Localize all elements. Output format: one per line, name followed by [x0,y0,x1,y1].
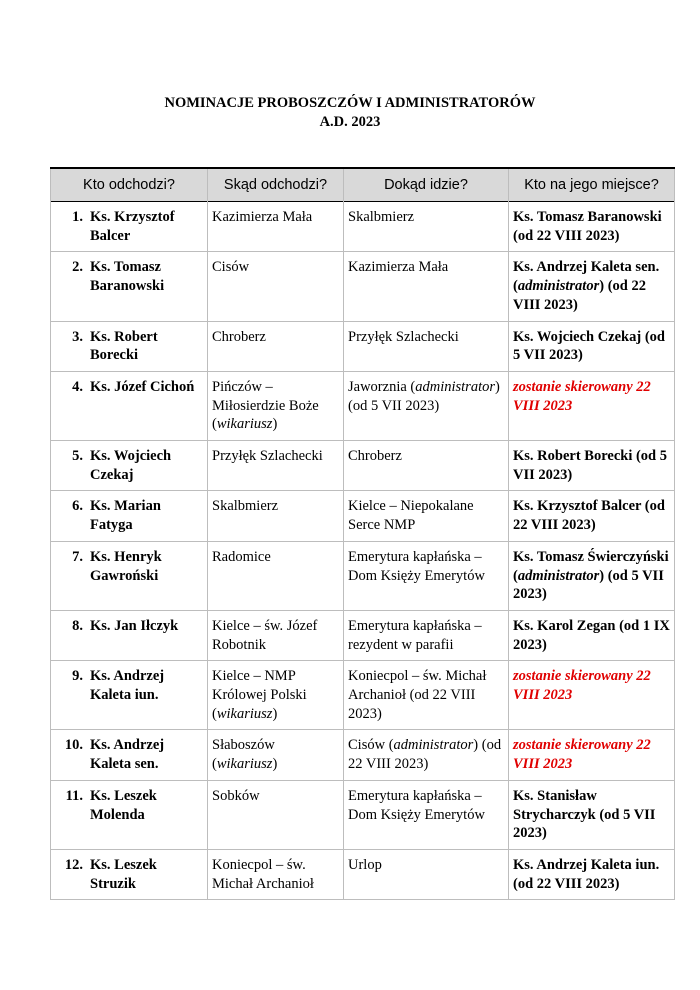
title-line-2: A.D. 2023 [319,114,381,130]
row-number: 9. [72,668,83,685]
cell-who-leaves [51,491,208,541]
cell-to-where: Przyłęk Szlachecki [344,321,509,371]
cell-replacement-pending: zostanie skierowany 22 VIII 2023 [509,730,675,780]
priest-name: Ks. Leszek Molenda [90,787,157,823]
row-number: 4. [72,378,83,395]
cell-replacement: Ks. Tomasz Świerczyński (administrator) (od 5 VII 2023) [509,541,675,610]
cell-from-where: Skalbmierz [208,491,344,541]
row-number: 7. [72,548,83,565]
cell-from-where: Sobków [208,780,344,849]
cell-replacement: Ks. Tomasz Baranowski (od 22 VIII 2023) [509,202,675,252]
priest-name: Ks. Marian Fatyga [90,498,161,534]
table-row [51,661,675,730]
priest-name: Ks. Robert Borecki [90,328,158,364]
cell-from-where: Kielce – św. Józef Robotnik [208,610,344,660]
table-row [51,371,675,440]
nominations-table [50,167,675,900]
priest-name: Ks. Jan Iłczyk [90,617,179,634]
cell-who-leaves [51,371,208,440]
table-row [51,849,675,899]
cell-who-leaves [51,541,208,610]
table-row [51,780,675,849]
priest-name: Ks. Tomasz Baranowski [90,259,165,295]
row-number: 5. [72,448,83,465]
table-row [51,491,675,541]
header-who-leaves: Kto odchodzi? [51,168,208,202]
cell-who-leaves [51,849,208,899]
cell-who-leaves [51,321,208,371]
priest-name: Ks. Andrzej Kaleta sen. [90,737,165,773]
table-header-row [51,168,675,202]
cell-to-where: Chroberz [344,441,509,491]
priest-name: Ks. Krzysztof Balcer [90,209,175,244]
table-row [51,321,675,371]
cell-who-leaves [51,610,208,660]
row-number: 1. [72,209,83,225]
table-row [51,610,675,660]
cell-to-where: Emerytura kapłańska – Dom Księży Emerytów [344,780,509,849]
cell-from-where: Kielce – NMP Królowej Polski (wikariusz) [208,661,344,730]
table-row [51,202,675,252]
cell-who-leaves [51,202,208,252]
priest-name: Ks. Józef Cichoń [90,378,195,395]
row-number: 10. [64,737,83,754]
cell-to-where: Jaworznia (administrator) (od 5 VII 2023) [344,371,509,440]
cell-from-where: Przyłęk Szlachecki [208,441,344,491]
cell-to-where: Emerytura kapłańska – Dom Księży Emerytów [344,541,509,610]
cell-to-where: Urlop [344,849,509,899]
priest-name: Ks. Wojciech Czekaj [90,448,172,483]
header-to-where: Dokąd idzie? [344,168,509,202]
cell-from-where: Słaboszów (wikariusz) [208,730,344,780]
priest-name: Ks. Andrzej Kaleta iun. [90,668,165,704]
table-row [51,730,675,780]
table-row [51,252,675,321]
cell-from-where: Kazimierza Mała [208,202,344,252]
row-number: 12. [64,856,83,873]
row-number: 3. [72,328,83,345]
row-number: 8. [72,617,83,634]
cell-replacement: Ks. Wojciech Czekaj (od 5 VII 2023) [509,321,675,371]
cell-who-leaves [51,730,208,780]
cell-replacement: Ks. Robert Borecki (od 5 VII 2023) [509,441,675,491]
header-from-where: Skąd odchodzi? [208,168,344,202]
row-number: 6. [72,498,83,515]
cell-who-leaves [51,661,208,730]
cell-from-where: Pińczów – Miłosierdzie Boże (wikariusz) [208,371,344,440]
document-title [0,94,700,132]
cell-from-where: Chroberz [208,321,344,371]
cell-to-where: Skalbmierz [344,202,509,252]
cell-from-where: Radomice [208,541,344,610]
cell-replacement: Ks. Stanisław Strycharczyk (od 5 VII 2023) [509,780,675,849]
row-number: 11. [65,787,83,804]
cell-from-where: Cisów [208,252,344,321]
cell-replacement-pending: zostanie skierowany 22 VIII 2023 [509,661,675,730]
table-body [51,202,675,900]
cell-from-where: Koniecpol – św. Michał Archanioł [208,849,344,899]
priest-name: Ks. Leszek Struzik [90,856,157,892]
cell-replacement: Ks. Andrzej Kaleta sen. (administrator) (od 22 VIII 2023) [509,252,675,321]
cell-who-leaves [51,780,208,849]
cell-to-where: Kielce – Niepokalane Serce NMP [344,491,509,541]
cell-to-where: Emerytura kapłańska – rezydent w parafii [344,610,509,660]
table-row [51,541,675,610]
priest-name: Ks. Henryk Gawroński [90,548,162,584]
row-number: 2. [72,259,83,276]
header-replacement: Kto na jego miejsce? [509,168,675,202]
cell-who-leaves [51,441,208,491]
cell-replacement: Ks. Andrzej Kaleta iun. (od 22 VIII 2023) [509,849,675,899]
cell-to-where: Koniecpol – św. Michał Archanioł (od 22 VIII 2023) [344,661,509,730]
cell-replacement: Ks. Karol Zegan (od 1 IX 2023) [509,610,675,660]
title-line-1: NOMINACJE PROBOSZCZÓW I ADMINISTRATORÓW [164,95,536,111]
cell-to-where: Cisów (administrator) (od 22 VIII 2023) [344,730,509,780]
cell-replacement: Ks. Krzysztof Balcer (od 22 VIII 2023) [509,491,675,541]
cell-to-where: Kazimierza Mała [344,252,509,321]
cell-who-leaves [51,252,208,321]
cell-replacement-pending: zostanie skierowany 22 VIII 2023 [509,371,675,440]
table-row [51,441,675,491]
